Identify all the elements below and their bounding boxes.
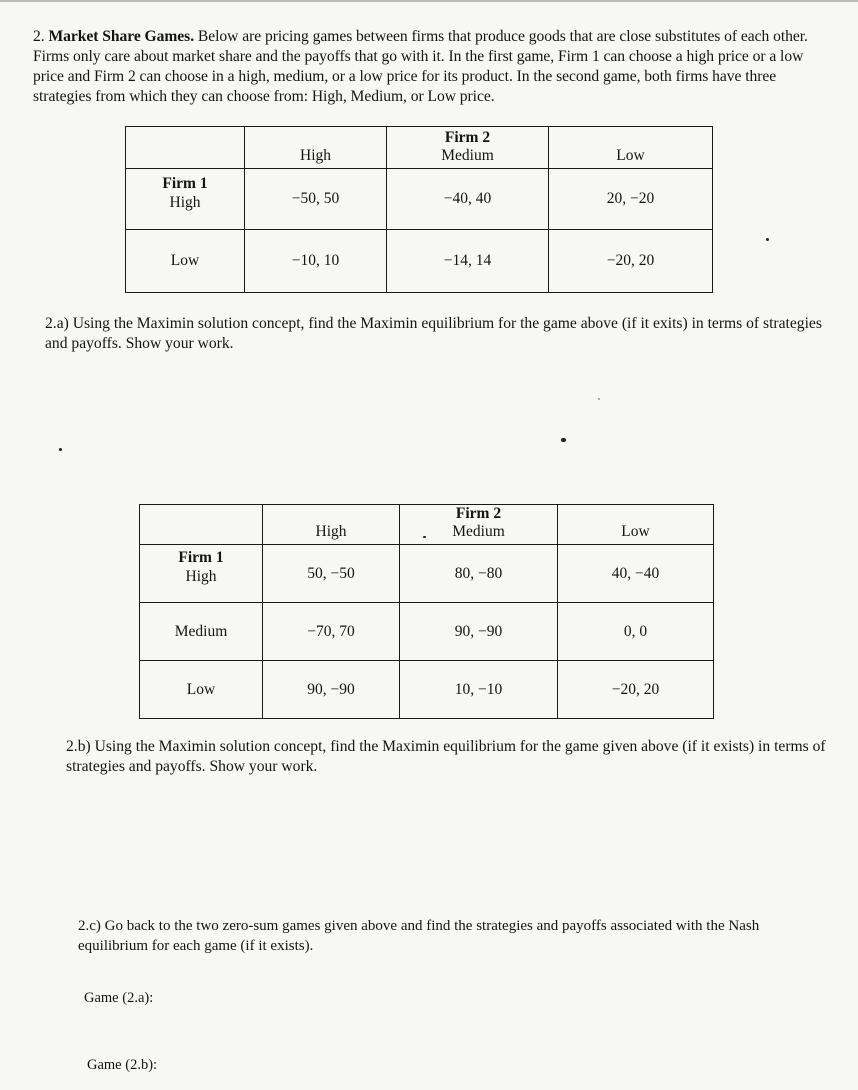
payoff-cell: −20, 20 — [549, 230, 713, 293]
answer-label-game-a: Game (2.a): — [84, 990, 154, 1006]
row-header-medium: Medium — [140, 603, 263, 661]
problem-text: Below are pricing games between firms that produce goods that are close substitutes of each other. Firms only care about market share and the payoffs that go with it. In the first game, Firm 1 can choose a high price or a low price and Firm 2 can choose in a high, medium, or a low price for its product. In the second game, both firms have three strategies from which they can choose from: High, Medium, or Low price. — [33, 28, 808, 105]
row-header-low: Low — [140, 661, 263, 719]
question-2a: 2.a) Using the Maximin solution concept, find the Maximin equilibrium for the game above (if it exits) in terms of strategies and payoffs. Show your work. — [45, 315, 822, 352]
payoff-cell: −50, 50 — [245, 169, 387, 230]
problem-number: 2. — [33, 28, 45, 45]
payoff-cell: 90, −90 — [400, 603, 558, 661]
col-header-high: High — [263, 505, 400, 545]
payoff-table-game1 — [125, 126, 713, 293]
payoff-cell: 90, −90 — [263, 661, 400, 719]
question-2c: 2.c) Go back to the two zero-sum games given above and find the strategies and payoffs associated with the Nash equilibrium for each game (if it exists). — [78, 918, 760, 954]
page-edge — [0, 0, 858, 2]
scan-speck — [561, 438, 566, 442]
scan-speck — [766, 238, 769, 241]
col-header-high: High — [245, 127, 387, 169]
payoff-cell: 10, −10 — [400, 661, 558, 719]
col-header-low: Low — [558, 505, 714, 545]
firm1-label: Firm 1 — [162, 175, 208, 192]
payoff-cell: −70, 70 — [263, 603, 400, 661]
corner-cell — [126, 127, 245, 169]
row-header-high: Firm 1 High — [140, 545, 263, 603]
firm1-label: Firm 1 — [178, 549, 224, 566]
payoff-cell: 40, −40 — [558, 545, 714, 603]
corner-cell — [140, 505, 263, 545]
payoff-cell: −20, 20 — [558, 661, 714, 719]
scan-speck — [598, 398, 600, 400]
payoff-cell: −40, 40 — [387, 169, 549, 230]
answer-label-game-b: Game (2.b): — [87, 1057, 158, 1073]
payoff-cell: 0, 0 — [558, 603, 714, 661]
firm2-label: Firm 2 — [455, 505, 502, 522]
payoff-cell: −14, 14 — [387, 230, 549, 293]
payoff-table-game2 — [139, 504, 714, 719]
problem-intro — [33, 27, 838, 107]
col-header-medium: Firm 2 Medium — [400, 505, 558, 545]
scan-speck — [423, 536, 426, 538]
firm2-label: Firm 2 — [444, 129, 491, 146]
col-header-medium: Firm 2 Medium — [387, 127, 549, 169]
col-header-low: Low — [549, 127, 713, 169]
scan-speck — [59, 448, 62, 451]
question-2b: 2.b) Using the Maximin solution concept, find the Maximin equilibrium for the game given above (if it exists) in terms of strategies and payoffs. Show your work. — [66, 738, 826, 775]
payoff-cell: 80, −80 — [400, 545, 558, 603]
row-header-low: Low — [126, 230, 245, 293]
payoff-cell: 50, −50 — [263, 545, 400, 603]
row-header-high: Firm 1 High — [126, 169, 245, 230]
problem-title: Market Share Games. — [48, 28, 195, 45]
payoff-cell: −10, 10 — [245, 230, 387, 293]
payoff-cell: 20, −20 — [549, 169, 713, 230]
